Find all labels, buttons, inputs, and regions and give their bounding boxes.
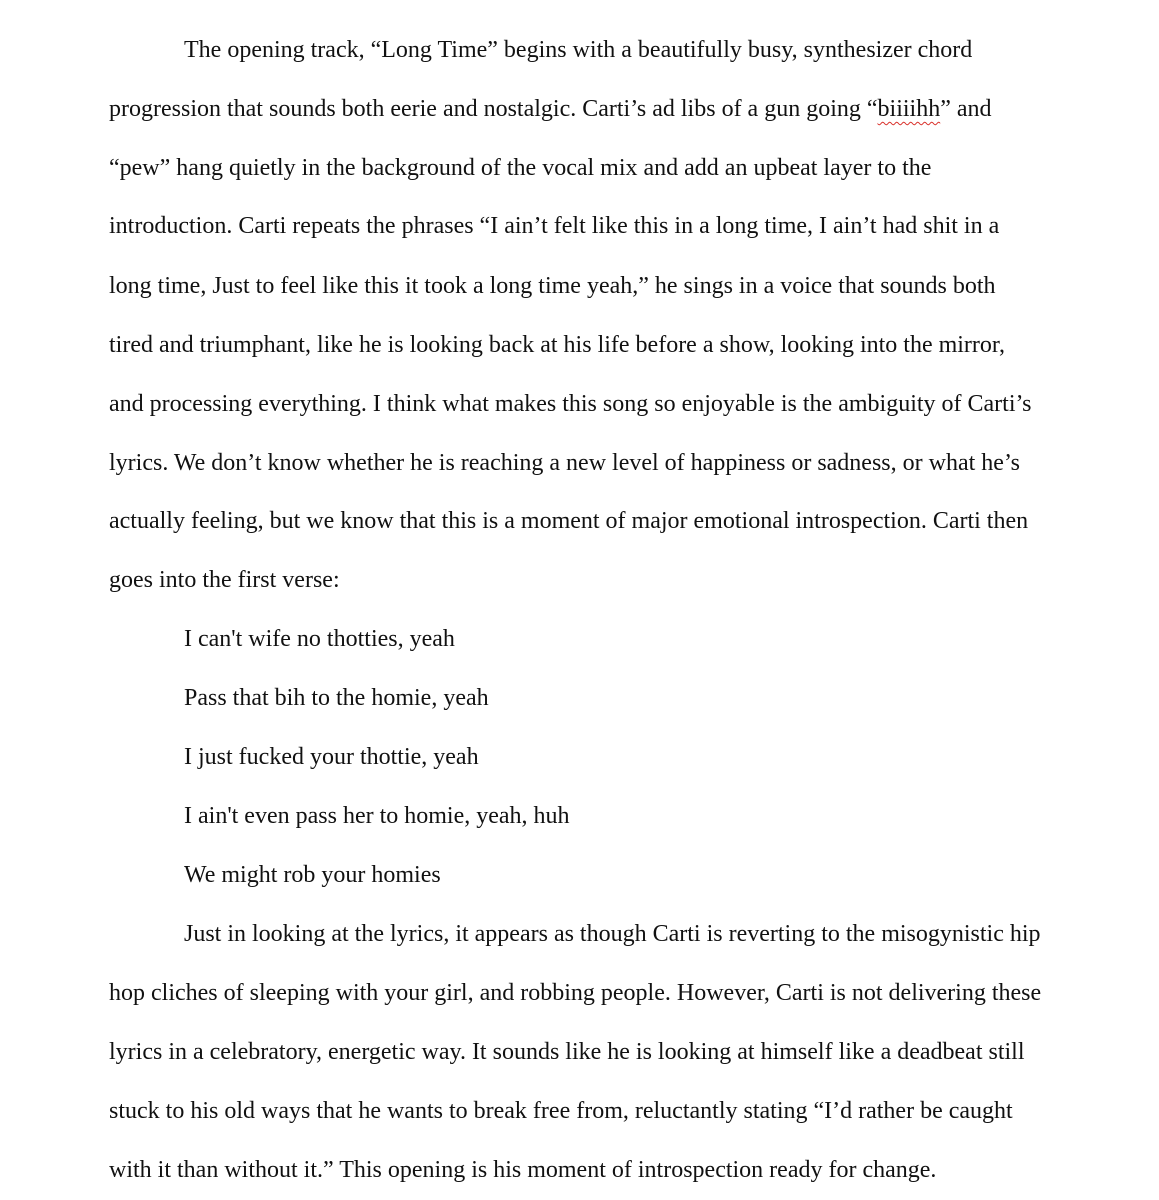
lyric-line-1: I can't wife no thotties, yeah [184,626,455,652]
misspelled-word[interactable]: biiiihh [877,96,941,122]
paragraph-1-line-1: The opening track, “Long Time” begins with a beautifully busy, synthesizer chord [184,37,973,63]
paragraph-1-line-3: “pew” hang quietly in the background of the vocal mix and add an upbeat layer to the [109,155,932,181]
lyric-line-4: I ain't even pass her to homie, yeah, huh [184,803,570,829]
paragraph-2-line-4: stuck to his old ways that he wants to break free from, reluctantly stating “I’d rather be caught [109,1098,1013,1124]
paragraph-1-line-4: introduction. Carti repeats the phrases “I ain’t felt like this in a long time, I ain’t had shit in a [109,213,1000,239]
paragraph-1-line-5: long time, Just to feel like this it took a long time yeah,” he sings in a voice that sounds both [109,273,996,299]
paragraph-2-line-5: with it than without it.” This opening is his moment of introspection ready for change. [109,1157,937,1183]
paragraph-2-line-1: Just in looking at the lyrics, it appears as though Carti is reverting to the misogynistic hip [184,921,1041,947]
paragraph-2-line-2: hop cliches of sleeping with your girl, and robbing people. However, Carti is not delivering these [109,980,1042,1006]
paragraph-1-line-6: tired and triumphant, like he is looking back at his life before a show, looking into the mirror, [109,332,1005,358]
lyric-line-3: I just fucked your thottie, yeah [184,744,479,770]
line-2-text-start: progression that sounds both eerie and nostalgic. Carti’s ad libs of a gun going “ [109,96,878,122]
paragraph-1-line-2 [109,95,992,125]
paragraph-1-line-9: actually feeling, but we know that this is a moment of major emotional introspection. Carti then [109,508,1029,534]
paragraph-2-line-3: lyrics in a celebratory, energetic way. It sounds like he is looking at himself like a deadbeat still [109,1039,1025,1065]
lyric-line-2: Pass that bih to the homie, yeah [184,685,489,711]
lyric-line-5: We might rob your homies [184,862,441,888]
line-2-text-end: ” and [940,96,992,122]
paragraph-1-line-8: lyrics. We don’t know whether he is reaching a new level of happiness or sadness, or what he’s [109,450,1020,476]
paragraph-1-line-7: and processing everything. I think what makes this song so enjoyable is the ambiguity of Carti’s [109,391,1032,417]
paragraph-1-line-10: goes into the first verse: [109,567,340,593]
